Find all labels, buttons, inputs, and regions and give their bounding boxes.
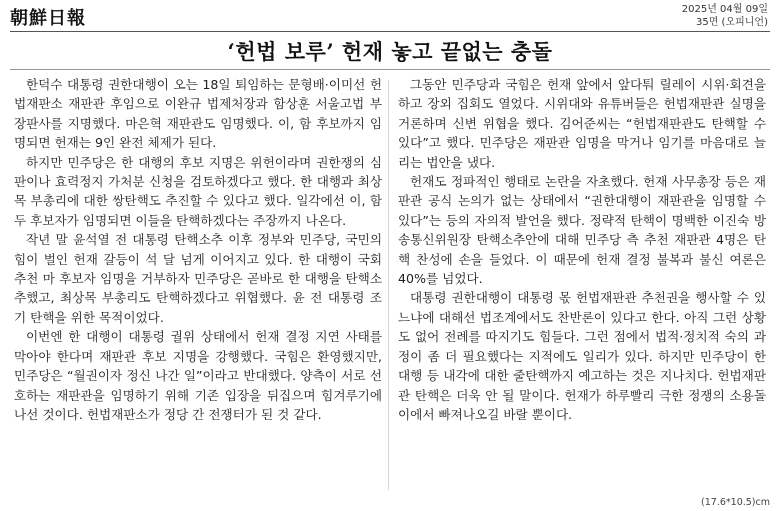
paragraph: 작년 말 윤석열 전 대통령 탄핵소추 이후 정부와 민주당, 국민의힘이 벌인 헌재 갈등이 석 달 넘게 이어지고 있다. 한 대행이 국회 추천 마 후보자 임명을 거부하자 민주당은 곧바로 한 대행을 탄핵소추했고, 최상목 부총리도 탄핵하겠다고 위협했다. 윤 전 대통령 조기 탄핵을 위한 목적이었다.	[14, 232, 382, 325]
paragraph: 한덕수 대통령 권한대행이 오는 18일 퇴임하는 문형배·이미선 헌법재판소 재판관 후임으로 이완규 법제처장과 함상훈 서울고법 부장판사를 지명했다. 마은혁 재판관도 임명했다. 이, 함 후보까지 임명되면 헌재는 9인 완전 체제가 된다.	[14, 77, 382, 151]
article-column-right	[398, 75, 766, 424]
issue-meta	[682, 3, 768, 29]
headline-rule	[10, 69, 770, 70]
column-divider	[388, 80, 389, 490]
top-rule	[10, 31, 770, 32]
paragraph: 대통령 권한대행이 대통령 몫 헌법재판관 추천권을 행사할 수 있느냐에 대해선 법조계에서도 찬반론이 있다고 한다. 아직 그런 상황도 없어 전례를 따지기도 힘들다. 그런 점에서 법적·정치적 숙의 과정이 좀 더 필요했다는 지적에도 일리가 있다. 하지만 민주당이 한 대행 등 내각에 대한 줄탄핵까지 예고하는 것은 지나치다. 헌법재판관 탄핵은 더욱 안 될 말이다. 헌재가 하루빨리 극한 정쟁의 소용돌이에서 빠져나오길 바랄 뿐이다.	[398, 290, 766, 422]
issue-date: 2025년 04월 09일	[681, 4, 768, 15]
paragraph: 하지만 민주당은 한 대행의 후보 지명은 위헌이라며 권한쟁의 심판이나 효력정지 가처분 신청을 검토하겠다고 했다. 한 대행과 최상목 부총리에 대한 쌍탄핵도 추진할 수 있다고 했다. 일각에선 이, 함 두 후보자가 임명되면 이들을 탄핵하겠다는 주장까지 나온다.	[14, 154, 382, 228]
newspaper-masthead: 朝鮮日報	[10, 8, 86, 29]
article-headline: ‘헌법 보루’ 헌재 놓고 끝없는 충돌	[227, 39, 553, 64]
paragraph: 그동안 민주당과 국힘은 헌재 앞에서 앞다퉈 릴레이 시위·회견을 하고 장외 집회도 열었다. 시위대와 유튜버들은 헌법재판관 실명을 거론하며 신변 위협을 했다. 김어준씨는 “헌법재판관도 탄핵할 수 있다”고 했다. 민주당은 재판관 임명을 막거나 임기를 마음대로 늘리는 법안을 냈다.	[398, 77, 766, 170]
paragraph: 헌재도 정파적인 행태로 논란을 자초했다. 헌재 사무총장 등은 재판관 공식 논의가 없는 상태에서 “권한대행이 재판관을 임명할 수 있다”는 등의 자의적 발언을 했다. 정략적 탄핵이 명백한 이진숙 방송통신위원장 탄핵소추안에 대해 민주당 측 추천 재판관 4명은 탄핵 찬성에 손을 들었다. 이 때문에 헌재 결정 불복과 불신 여론은 40%를 넘었다.	[398, 174, 766, 287]
clipping-size-note: (17.6*10.5)cm	[701, 497, 770, 508]
issue-page: 35면 (오피니언)	[695, 17, 768, 28]
paragraph: 이번엔 한 대행이 대통령 궐위 상태에서 헌재 결정 지연 사태를 막아야 한다며 재판관 후보 지명을 강행했다. 국힘은 환영했지만, 민주당은 “월권이자 정신 나간 일”이라고 반대했다. 양측이 서로 선호하는 재판관을 임명하기 위해 기존 입장을 뒤집으며 힘겨루기에 나선 것이다. 헌법재판소가 정당 간 전쟁터가 된 것 같다.	[14, 329, 382, 422]
article-column-left	[14, 75, 382, 424]
